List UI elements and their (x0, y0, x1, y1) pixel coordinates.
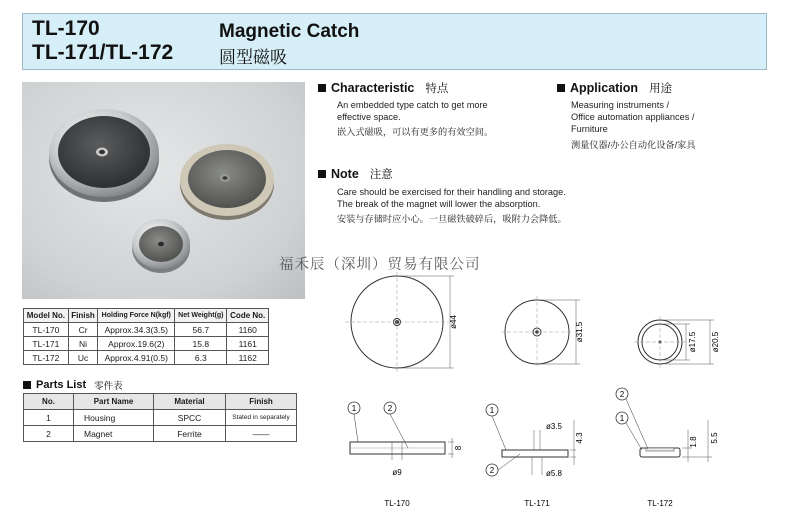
tl172-dia-inner: ø17.5 (688, 331, 697, 353)
spec-cell: Approx.34.3(3.5) (98, 323, 175, 337)
parts-cell: SPCC (154, 410, 226, 426)
magnet-photo-illustration (22, 82, 305, 299)
spec-cell: Cr (68, 323, 98, 337)
tl172-callout-2: 2 (619, 390, 625, 399)
title-banner (22, 13, 767, 70)
tl171-caption: TL-171 (524, 499, 550, 508)
tl171-dia-bottom: ø5.8 (546, 469, 563, 478)
tl171-callout-1: 1 (489, 406, 495, 415)
tl172-height-inner: 1.8 (689, 436, 698, 448)
model-number-secondary: TL-171/TL-172 (32, 41, 174, 64)
model-number-primary: TL-170 (32, 17, 100, 40)
tl172-dia-outer: ø20.5 (711, 331, 720, 353)
tl172-caption: TL-172 (647, 499, 673, 508)
parts-cell: Ferrite (154, 426, 226, 442)
product-title-en: Magnetic Catch (219, 21, 360, 42)
tl171-callout-2: 2 (489, 466, 495, 475)
spec-cell: Ni (68, 337, 98, 351)
parts-list-heading (23, 378, 123, 392)
spec-header-holding-force: Holding Force N(kgf) (98, 309, 175, 323)
parts-header-no: No. (24, 394, 74, 410)
spec-header-finish: Finish (68, 309, 98, 323)
parts-cell: —— (226, 426, 297, 442)
application-text-2: Office automation appliances / (571, 112, 695, 122)
characteristic-heading-en: Characteristic (331, 81, 415, 95)
product-photo (22, 82, 305, 299)
note-text-1: Care should be exercised for their handling and storage. (337, 187, 566, 197)
parts-header-finish: Finish (226, 394, 297, 410)
characteristic-heading-cn: 特点 (425, 83, 449, 95)
tl171-height: 4.3 (575, 432, 584, 444)
parts-list-heading-cn: 零件表 (94, 381, 123, 392)
spec-table-header-row (24, 309, 269, 323)
tl171-dia-outer: ø31.5 (575, 321, 584, 343)
characteristic-text-2: effective space. (337, 112, 401, 122)
table-row (24, 337, 269, 351)
tl171-side-view (486, 404, 576, 476)
application-heading-cn: 用途 (649, 83, 673, 95)
spec-table (23, 308, 269, 365)
spec-cell: 6.3 (175, 351, 227, 365)
note-text-cn: 安装与存储时应小心。一旦磁铁破碎后，吸附力会降低。 (337, 214, 567, 224)
spec-header-code: Code No. (227, 309, 269, 323)
tl172-height-outer: 5.5 (710, 432, 719, 444)
tl170-top-view (345, 272, 454, 372)
application-heading (557, 80, 672, 96)
spec-cell: 15.8 (175, 337, 227, 351)
parts-cell: 2 (24, 426, 74, 442)
spec-cell: 1160 (227, 323, 269, 337)
spec-cell: TL-172 (24, 351, 69, 365)
tl171-dia-top: ø3.5 (546, 422, 563, 431)
spec-cell: 56.7 (175, 323, 227, 337)
table-row (24, 426, 297, 442)
tl170-callout-1: 1 (351, 404, 357, 413)
spec-cell: 1161 (227, 337, 269, 351)
table-row (24, 410, 297, 426)
note-heading (318, 166, 393, 182)
tl170-dia-hole: ø9 (392, 468, 402, 477)
application-text-1: Measuring instruments / (571, 100, 670, 110)
characteristic-text-1: An embedded type catch to get more (337, 100, 488, 110)
tl172-callout-1: 1 (619, 414, 625, 423)
bullet-square-icon (318, 84, 326, 92)
spec-cell: 1162 (227, 351, 269, 365)
spec-cell: Approx.19.6(2) (98, 337, 175, 351)
note-text-2: The break of the magnet will lower the absorption. (337, 199, 541, 209)
bullet-square-icon (318, 170, 326, 178)
tl172-top-view (634, 316, 714, 368)
characteristic-text-cn: 嵌入式磁吸，可以有更多的有效空间。 (337, 127, 494, 137)
parts-list-heading-en: Parts List (36, 379, 87, 391)
bullet-square-icon (23, 381, 31, 389)
tl170-side-view (348, 402, 454, 460)
spec-cell: TL-171 (24, 337, 69, 351)
tl171-top-view (501, 296, 580, 368)
parts-header-material: Material (154, 394, 226, 410)
application-heading-en: Application (570, 81, 639, 95)
application-text-3: Furniture (571, 124, 608, 134)
tl170-callout-2: 2 (387, 404, 393, 413)
note-heading-en: Note (331, 167, 359, 181)
spec-cell: Approx.4.91(0.5) (98, 351, 175, 365)
tl170-caption: TL-170 (384, 499, 410, 508)
bullet-square-icon (557, 84, 565, 92)
application-text-cn: 测量仪器/办公自动化设备/家具 (571, 140, 696, 150)
product-title-cn: 圆型磁吸 (219, 48, 287, 67)
parts-cell: 1 (24, 410, 74, 426)
spec-cell: Uc (68, 351, 98, 365)
parts-cell: Housing (74, 410, 154, 426)
technical-drawings (330, 270, 750, 520)
spec-cell: TL-170 (24, 323, 69, 337)
company-watermark: 福禾辰（深圳）贸易有限公司 (279, 257, 481, 273)
parts-table-header-row (24, 394, 297, 410)
note-heading-cn: 注意 (369, 169, 393, 181)
characteristic-heading (318, 80, 448, 96)
tl172-side-view (616, 388, 712, 462)
spec-header-model: Model No. (24, 309, 69, 323)
parts-table (23, 393, 297, 442)
spec-header-net-weight: Net Weight(g) (175, 309, 227, 323)
table-row (24, 351, 269, 365)
table-row (24, 323, 269, 337)
parts-cell: Stated in separately (226, 410, 297, 426)
tl170-height: 8 (454, 445, 463, 451)
tl170-dia-outer: ø44 (449, 315, 458, 329)
parts-cell: Magnet (74, 426, 154, 442)
parts-header-name: Part Name (74, 394, 154, 410)
